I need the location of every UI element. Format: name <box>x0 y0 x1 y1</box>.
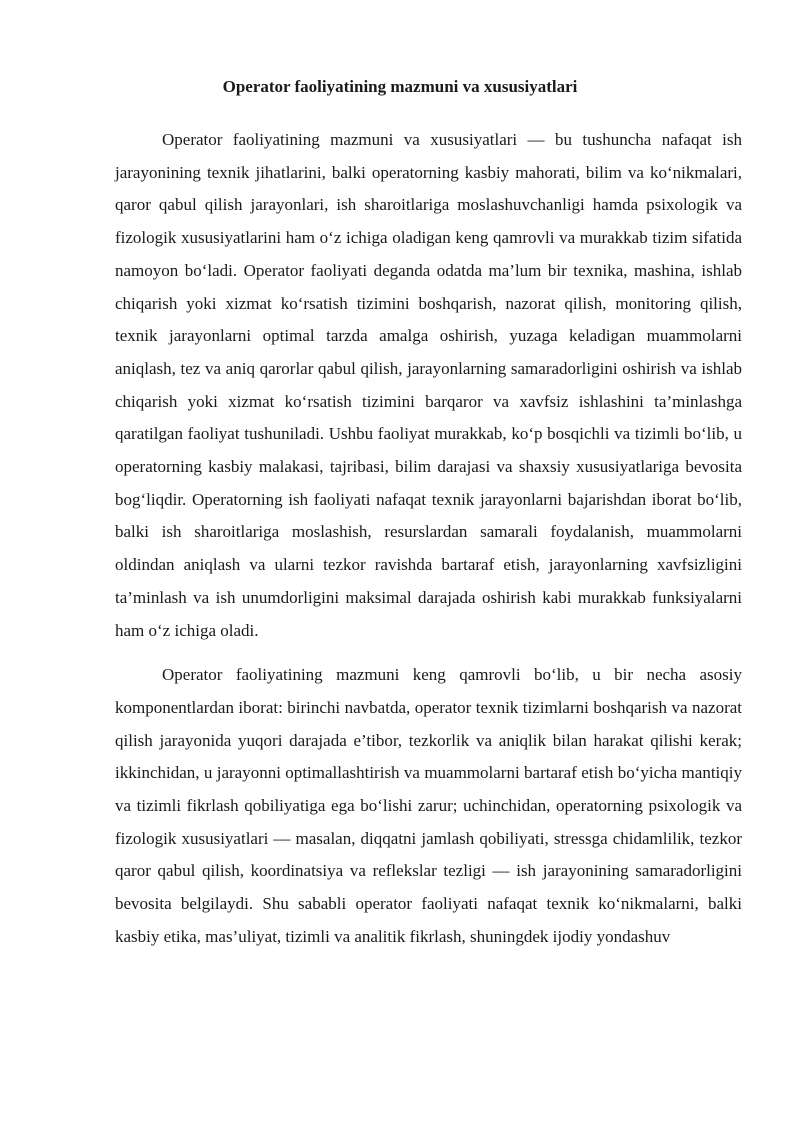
document-body <box>115 124 742 954</box>
paragraph-2: Operator faoliyatining mazmuni keng qamrovli bo‘lib, u bir necha asosiy komponentlardan iborat: birinchi navbatda, operator texnik tizimlarni boshqarish va nazorat qilish jarayonida yuqori darajada e’tibor, tezkorlik va aniqlik bilan harakat qilishi kerak; ikkinchidan, u jarayonni optimallashtirish va muammolarni bartaraf etish bo‘yicha mantiqiy va tizimli fikrlash qobiliyatiga ega bo‘lishi zarur; uchinchidan, operatorning psixologik va fizologik xususiyatlari — masalan, diqqatni jamlash qobiliyati, stressga chidamlilik, tezkor qaror qabul qilish, koordinatsiya va reflekslar tezligi — ish jarayonining samaradorligini bevosita belgilaydi. Shu sababli operator faoliyati nafaqat texnik ko‘nikmalarni, balki kasbiy etika, mas’uliyat, tizimli va analitik fikrlash, shuningdek ijodiy yondashuv <box>115 665 742 946</box>
document-title: Operator faoliyatining mazmuni va xususiyatlari <box>222 77 578 96</box>
paragraph-1: Operator faoliyatining mazmuni va xususiyatlari — bu tushuncha nafaqat ish jarayonining texnik jihatlarini, balki operatorning kasbiy mahorati, bilim va ko‘nikmalari, qaror qabul qilish jarayonlari, ish sharoitlariga moslashuvchanligi hamda psixologik va fizologik xususiyatlarini ham o‘z ichiga oladigan keng qamrovli va murakkab tizim sifatida namoyon bo‘ladi. Operator faoliyati deganda odatda ma’lum bir texnika, mashina, ishlab chiqarish yoki xizmat ko‘rsatish tizimini boshqarish, nazorat qilish, monitoring qilish, texnik jarayonlarni optimal tarzda amalga oshirish, yuzaga keladigan muammolarni aniqlash, tez va aniq qarorlar qabul qilish, jarayonlarning samaradorligini oshirish va ishlab chiqarish yoki xizmat ko‘rsatish tizimini barqaror va xavfsiz ishlashini ta’minlashga qaratilgan faoliyat tushuniladi. Ushbu faoliyat murakkab, ko‘p bosqichli va tizimli bo‘lib, u operatorning kasbiy malakasi, tajribasi, bilim darajasi va shaxsiy xususiyatlariga bevosita bog‘liqdir. Operatorning ish faoliyati nafaqat texnik jarayonlarni bajarishdan iborat bo‘lib, balki ish sharoitlariga moslashish, resurslardan samarali foydalanish, muammolarni oldindan aniqlash va ularni tezkor ravishda bartaraf etish, jarayonlarning xavfsizligini ta’minlash va ish unumdorligini maksimal darajada oshirish kabi murakkab funksiyalarni ham o‘z ichiga oladi. <box>115 130 742 640</box>
